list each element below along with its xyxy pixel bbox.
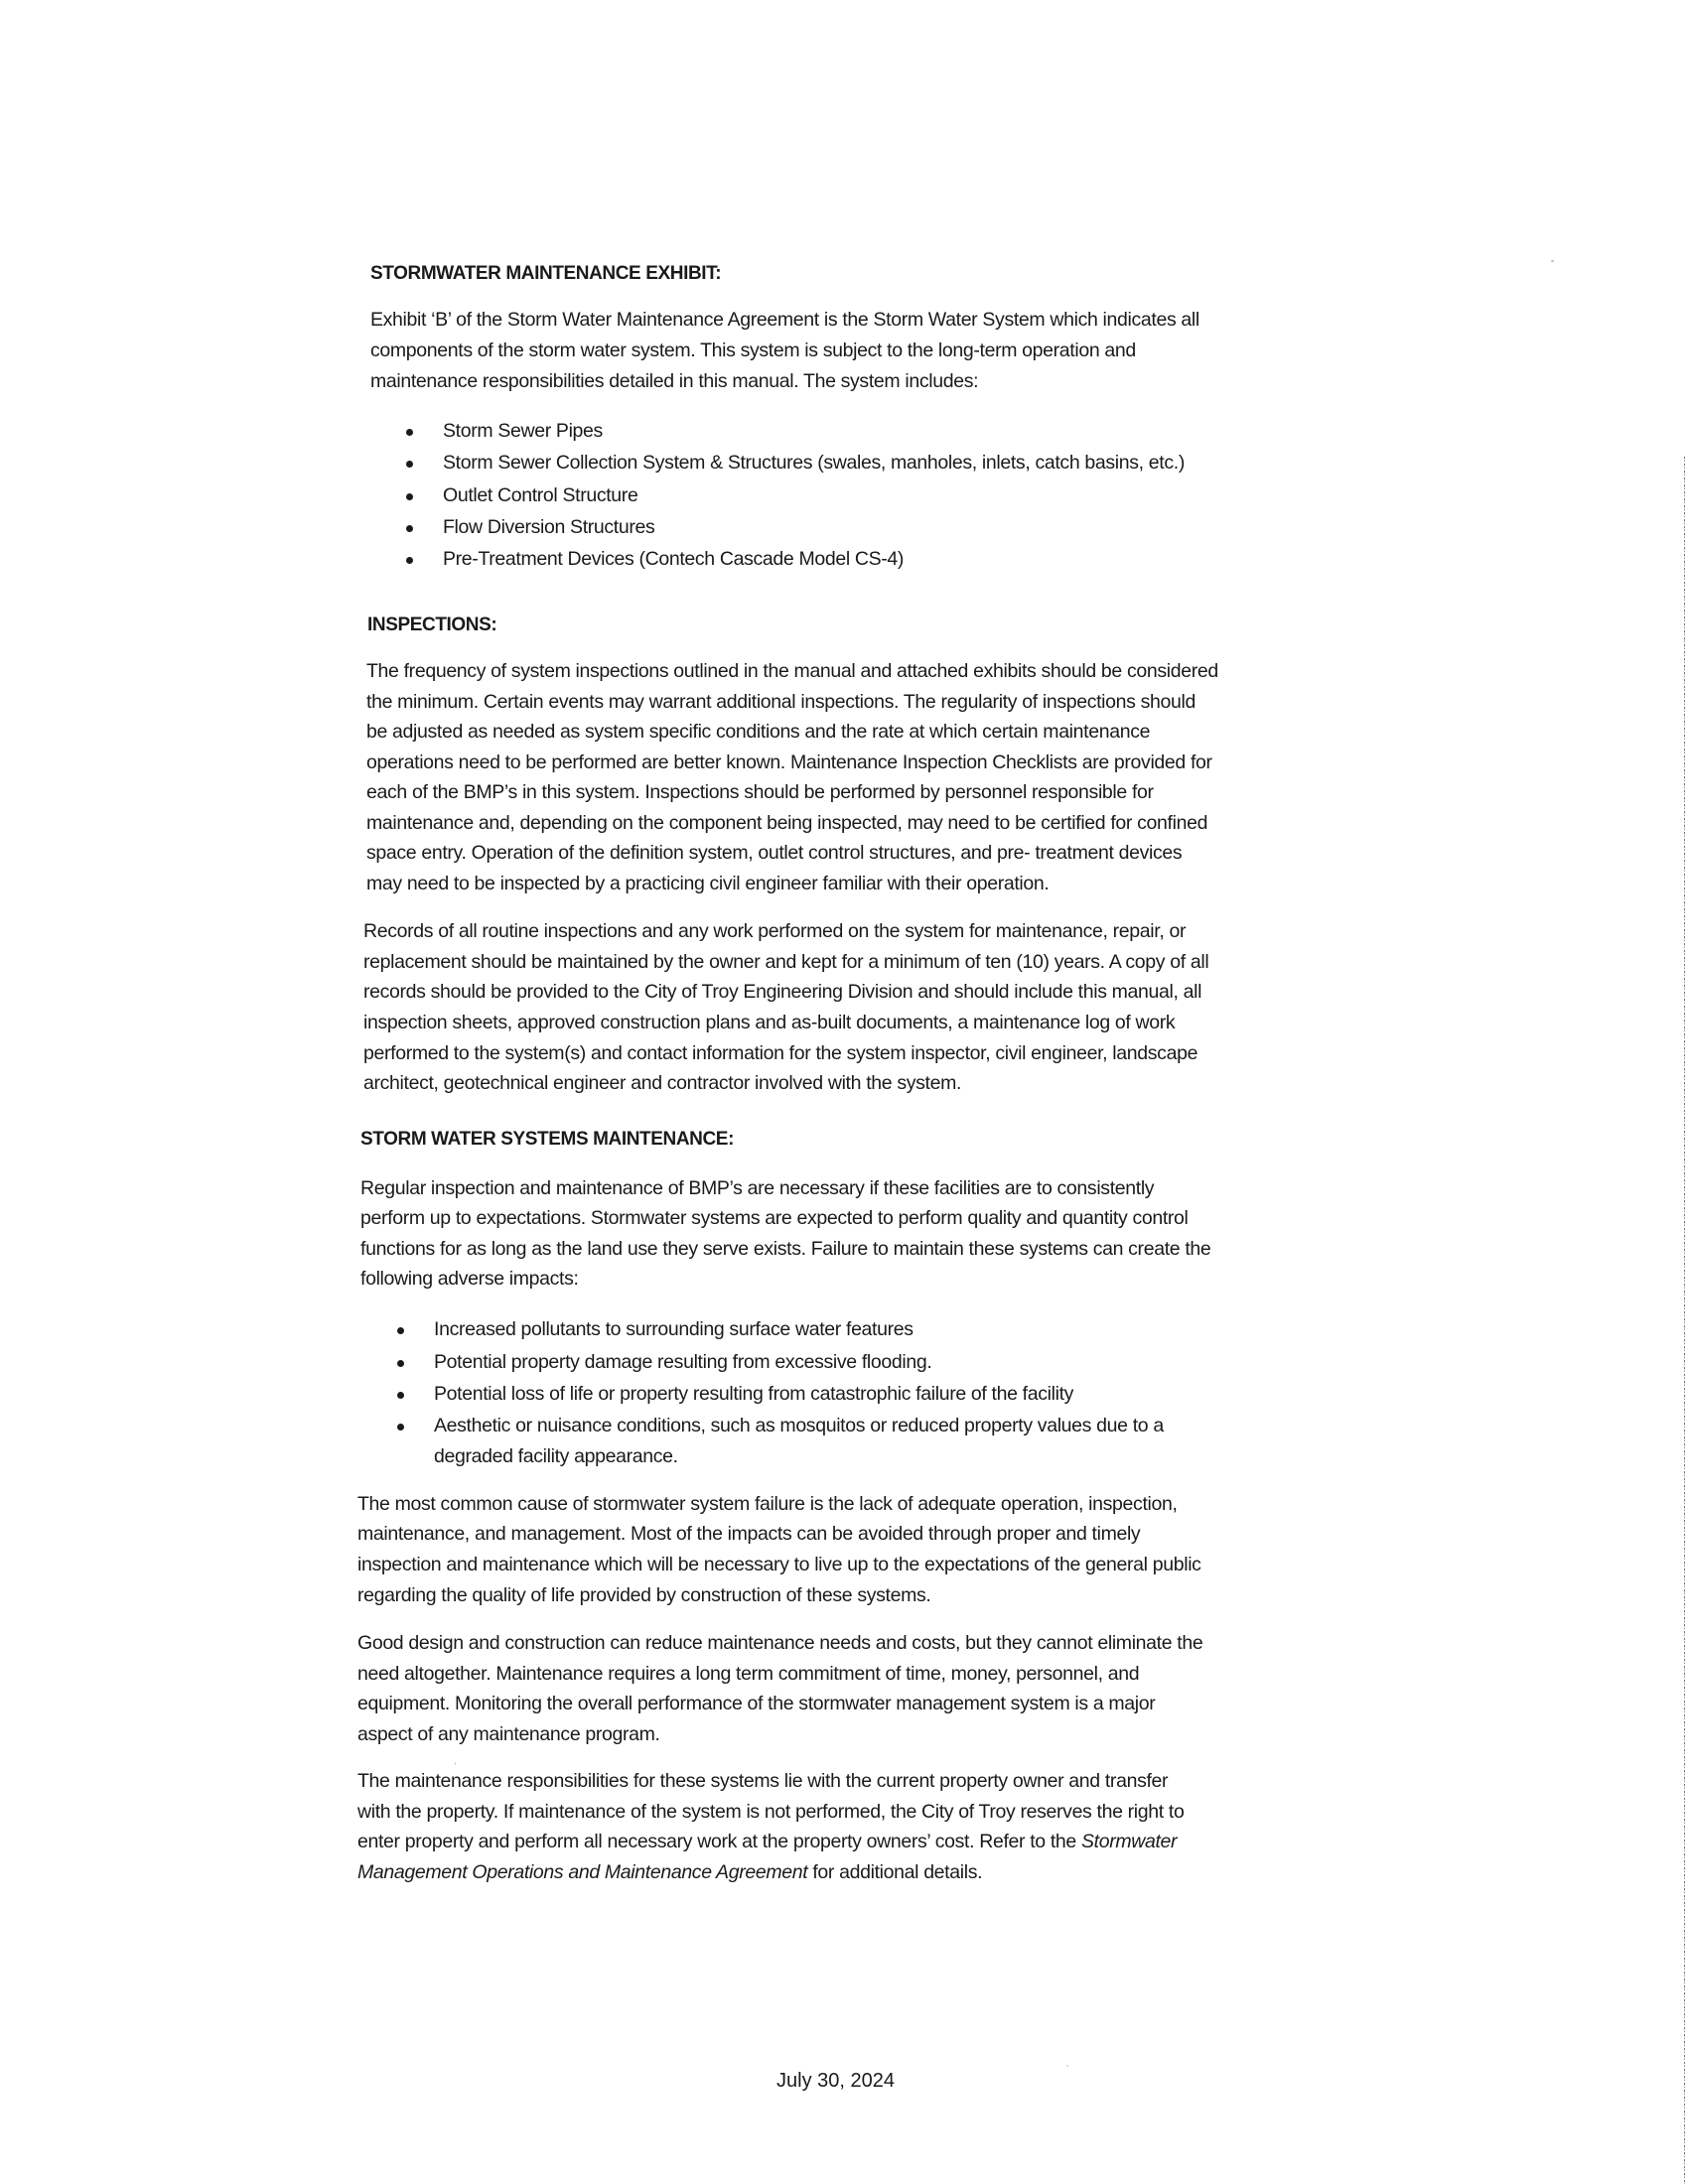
- scan-edge-line: [1684, 457, 1685, 2184]
- exhibit-heading: STORMWATER MAINTENANCE EXHIBIT:: [370, 263, 722, 284]
- paragraph-line: replacement should be maintained by the owner and kept for a minimum of ten (10) years. A copy of all: [363, 951, 1209, 973]
- bullet-icon: [406, 461, 413, 468]
- paragraph-line: inspection and maintenance which will be necessary to live up to the expectations of the general public: [357, 1554, 1201, 1575]
- list-item: Aesthetic or nuisance conditions, such as mosquitos or reduced property values due to a: [434, 1415, 1164, 1436]
- exhibit-para-line: components of the storm water system. This system is subject to the long-term operation and: [370, 340, 1136, 361]
- bullet-icon: [406, 493, 413, 500]
- exhibit-para-line: Exhibit ‘B’ of the Storm Water Maintenance Agreement is the Storm Water System which indicates all: [370, 309, 1199, 331]
- agreement-title-italic: Management Operations and Maintenance Agreement: [357, 1861, 808, 1883]
- paragraph-line: The most common cause of stormwater system failure is the lack of adequate operation, inspection,: [357, 1493, 1178, 1515]
- inspections-heading: INSPECTIONS:: [367, 614, 497, 635]
- paragraph-line: need altogether. Maintenance requires a long term commitment of time, money, personnel, and: [357, 1663, 1140, 1685]
- paragraph-line: Records of all routine inspections and any work performed on the system for maintenance, repair, or: [363, 920, 1187, 942]
- maintenance-heading: STORM WATER SYSTEMS MAINTENANCE:: [360, 1129, 735, 1150]
- paragraph-line: be adjusted as needed as system specific conditions and the rate at which certain maintenance: [366, 721, 1151, 743]
- bullet-icon: [397, 1424, 404, 1431]
- paragraph-line: perform up to expectations. Stormwater systems are expected to perform quality and quantity control: [360, 1207, 1189, 1229]
- paragraph-line: the minimum. Certain events may warrant additional inspections. The regularity of inspections should: [366, 691, 1196, 713]
- paragraph-line: each of the BMP’s in this system. Inspections should be performed by personnel responsible for: [366, 781, 1154, 803]
- footer-date: July 30, 2024: [776, 2070, 895, 2092]
- paragraph-line: aspect of any maintenance program.: [357, 1723, 660, 1745]
- paragraph-line: equipment. Monitoring the overall performance of the stormwater management system is a major: [357, 1693, 1156, 1714]
- paragraph-line: may need to be inspected by a practicing civil engineer familiar with their operation.: [366, 873, 1050, 894]
- paragraph-line: regarding the quality of life provided by construction of these systems.: [357, 1584, 931, 1606]
- scan-speck: [1066, 2065, 1068, 2067]
- scan-speck: [1551, 260, 1554, 262]
- bullet-icon: [397, 1360, 404, 1367]
- paragraph-text: for additional details.: [807, 1861, 983, 1883]
- bullet-icon: [397, 1392, 404, 1399]
- paragraph-line: inspection sheets, approved construction plans and as-built documents, a maintenance log of work: [363, 1012, 1176, 1033]
- bullet-icon: [406, 557, 413, 564]
- paragraph-line: maintenance and, depending on the component being inspected, may need to be certified for confined: [366, 812, 1208, 834]
- agreement-title-italic: Stormwater: [1080, 1831, 1178, 1852]
- paragraph-line: Regular inspection and maintenance of BMP’s are necessary if these facilities are to consistently: [360, 1177, 1155, 1199]
- paragraph-text: enter property and perform all necessary work at the property owners’ cost. Refer to the: [357, 1831, 1081, 1852]
- scan-speck: [455, 1762, 456, 1765]
- bullet-icon: [406, 525, 413, 532]
- list-item: Storm Sewer Pipes: [443, 420, 603, 442]
- bullet-icon: [406, 429, 413, 436]
- list-item: Flow Diversion Structures: [443, 516, 655, 538]
- paragraph-line: with the property. If maintenance of the system is not performed, the City of Troy reserves the right to: [357, 1801, 1185, 1823]
- list-item: Storm Sewer Collection System & Structures (swales, manholes, inlets, catch basins, etc.): [443, 452, 1185, 474]
- paragraph-line: functions for as long as the land use they serve exists. Failure to maintain these systems can create the: [360, 1238, 1211, 1260]
- paragraph-line: records should be provided to the City of Troy Engineering Division and should include this manual, all: [363, 981, 1202, 1003]
- paragraph-line: operations need to be performed are better known. Maintenance Inspection Checklists are provided for: [366, 751, 1212, 773]
- bullet-icon: [397, 1327, 404, 1334]
- exhibit-para-line: maintenance responsibilities detailed in this manual. The system includes:: [370, 370, 979, 392]
- paragraph-line: [357, 1830, 1177, 1853]
- paragraph-line: maintenance, and management. Most of the impacts can be avoided through proper and timely: [357, 1523, 1141, 1545]
- paragraph-line: The maintenance responsibilities for these systems lie with the current property owner and transfer: [357, 1770, 1169, 1792]
- paragraph-line: space entry. Operation of the definition system, outlet control structures, and pre- treatment devices: [366, 842, 1183, 864]
- paragraph-line: The frequency of system inspections outlined in the manual and attached exhibits should be considered: [366, 660, 1218, 682]
- list-item: Potential property damage resulting from excessive flooding.: [434, 1351, 932, 1373]
- list-item: Potential loss of life or property resulting from catastrophic failure of the facility: [434, 1383, 1074, 1405]
- list-item: Outlet Control Structure: [443, 484, 638, 506]
- list-item: Increased pollutants to surrounding surface water features: [434, 1318, 914, 1340]
- paragraph-line: performed to the system(s) and contact information for the system inspector, civil engineer, landscape: [363, 1042, 1198, 1064]
- paragraph-line: [357, 1860, 982, 1884]
- paragraph-line: Good design and construction can reduce maintenance needs and costs, but they cannot eliminate the: [357, 1632, 1203, 1654]
- paragraph-line: architect, geotechnical engineer and contractor involved with the system.: [363, 1072, 962, 1094]
- paragraph-line: following adverse impacts:: [360, 1268, 579, 1290]
- list-item: Pre-Treatment Devices (Contech Cascade Model CS-4): [443, 548, 905, 570]
- list-item-continuation: degraded facility appearance.: [434, 1445, 678, 1467]
